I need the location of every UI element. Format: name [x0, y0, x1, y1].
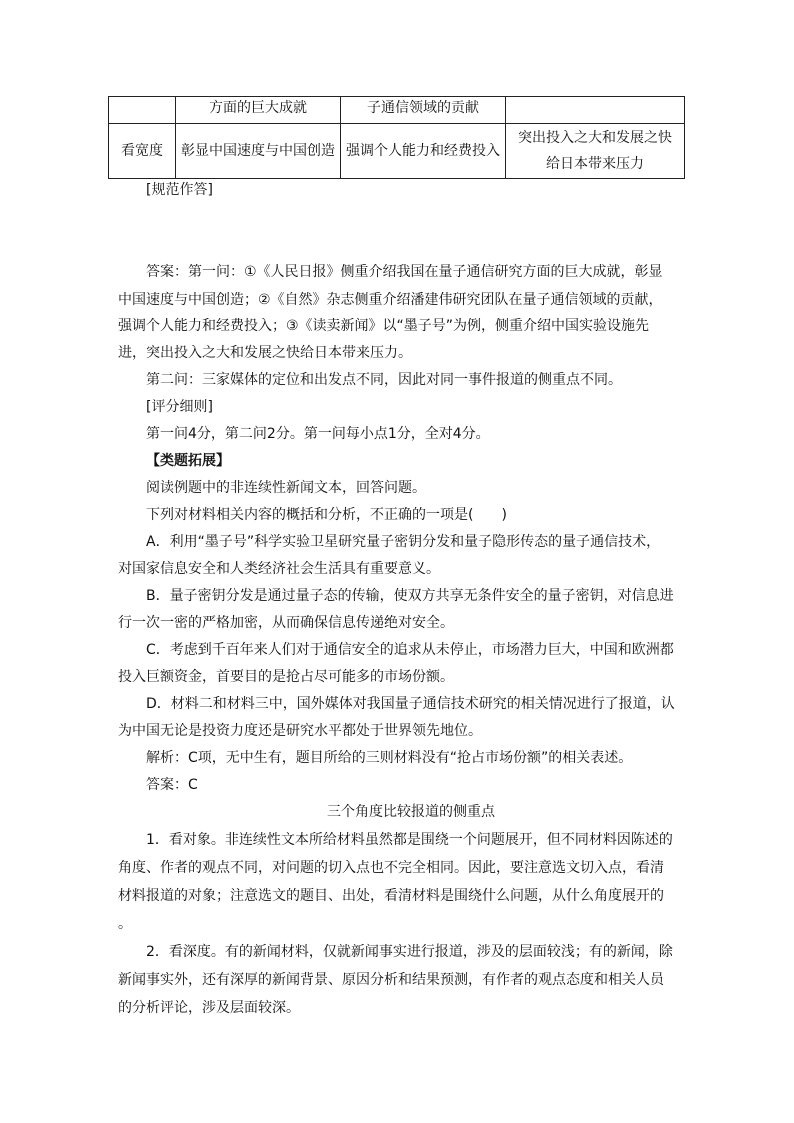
answer-line: 答案：C	[146, 777, 198, 793]
text-line: 第一问4分，第二问2分。第一问每小点1分，全对4分。	[146, 426, 490, 442]
option-c: 投入巨额资金，首要目的是抢占尽可能多的市场份额。	[118, 669, 454, 685]
table-cell	[506, 124, 685, 179]
answer-line: 中国速度与中国创造；②《自然》杂志侧重介绍潘建伟研究团队在量子通信领域的贡献，	[118, 292, 663, 308]
analysis-line: 解析：C项，无中生有，题目所给的三则材料没有“抢占市场份额”的相关表述。	[146, 750, 633, 766]
text-line: 2．看深度。有的新闻材料，仅就新闻事实进行报道，涉及的层面较浅；有的新闻，除	[146, 944, 673, 960]
table-cell: 强调个人能力和经费投入	[341, 124, 506, 179]
cell-line: 给日本带来压力	[546, 156, 644, 172]
text-line: 阅读例题中的非连续性新闻文本，回答问题。	[146, 480, 426, 496]
option-d: 为中国无论是投资力度还是研究水平都处于世界领先地位。	[118, 723, 482, 739]
question-stem: 下列对材料相关内容的概括和分析，不正确的一项是( )	[146, 507, 507, 523]
answer-line: 强调个人能力和经费投入；③《读卖新闻》以“墨子号”为例，侧重介绍中国实验设施先	[118, 318, 650, 334]
option-a: A．利用“墨子号”科学实验卫星研究量子密钥分发和量子隐形传态的量子通信技术，	[146, 534, 661, 550]
table-cell: 彰显中国速度与中国创造	[176, 124, 341, 179]
text-line: 1．看对象。非连续性文本所给材料虽然都是围绕一个问题展开，但不同材料因陈述的	[146, 832, 673, 848]
table-cell: 方面的巨大成就	[176, 97, 341, 124]
section-label: [规范作答]	[146, 182, 213, 198]
table-row	[109, 97, 685, 124]
cell-line: 突出投入之大和发展之快	[518, 130, 672, 146]
table-cell	[109, 97, 176, 124]
section-label: [评分细则]	[146, 399, 213, 415]
text-line: 材料报道的对象；注意选文的题目、出处，看清材料是围绕什么问题，从什么角度展开的	[118, 888, 664, 904]
text-line: 新闻事实外，还有深厚的新闻背景、原因分析和结果预测，有作者的观点态度和相关人员	[118, 972, 664, 988]
table-cell: 看宽度	[109, 124, 176, 179]
option-b: 行一次一密的严格加密，从而确保信息传递绝对安全。	[118, 615, 454, 631]
table-cell: 子通信领域的贡献	[341, 97, 506, 124]
option-a: 对国家信息安全和人类经济社会生活具有重要意义。	[118, 561, 440, 577]
text-line: 角度、作者的观点不同，对问题的切入点也不完全相同。因此，要注意选文切入点，看清	[118, 860, 664, 876]
option-d: D．材料二和材料三中，国外媒体对我国量子通信技术研究的相关情况进行了报道，认	[146, 696, 675, 712]
table-row	[109, 124, 685, 179]
section-heading: 【类题拓展】	[146, 453, 230, 469]
option-b: B．量子密钥分发是通过量子态的传输，使双方共享无条件安全的量子密钥，对信息进	[146, 588, 674, 604]
answer-line: 答案：第一问：①《人民日报》侧重介绍我国在量子通信研究方面的巨大成就，彰显	[146, 264, 663, 280]
table-cell	[506, 97, 685, 124]
comparison-table	[108, 96, 685, 179]
option-c: C．考虑到千百年来人们对于通信安全的追求从未停止，市场潜力巨大，中国和欧洲都	[146, 642, 674, 658]
text-line: 的分析评论，涉及层面较深。	[118, 1000, 300, 1016]
answer-line: 第二问：三家媒体的定位和出发点不同，因此对同一事件报道的侧重点不同。	[146, 372, 622, 388]
section-title: 三个角度比较报道的侧重点	[327, 804, 495, 820]
answer-line: 进，突出投入之大和发展之快给日本带来压力。	[118, 345, 412, 361]
text-line: 。	[118, 916, 132, 932]
